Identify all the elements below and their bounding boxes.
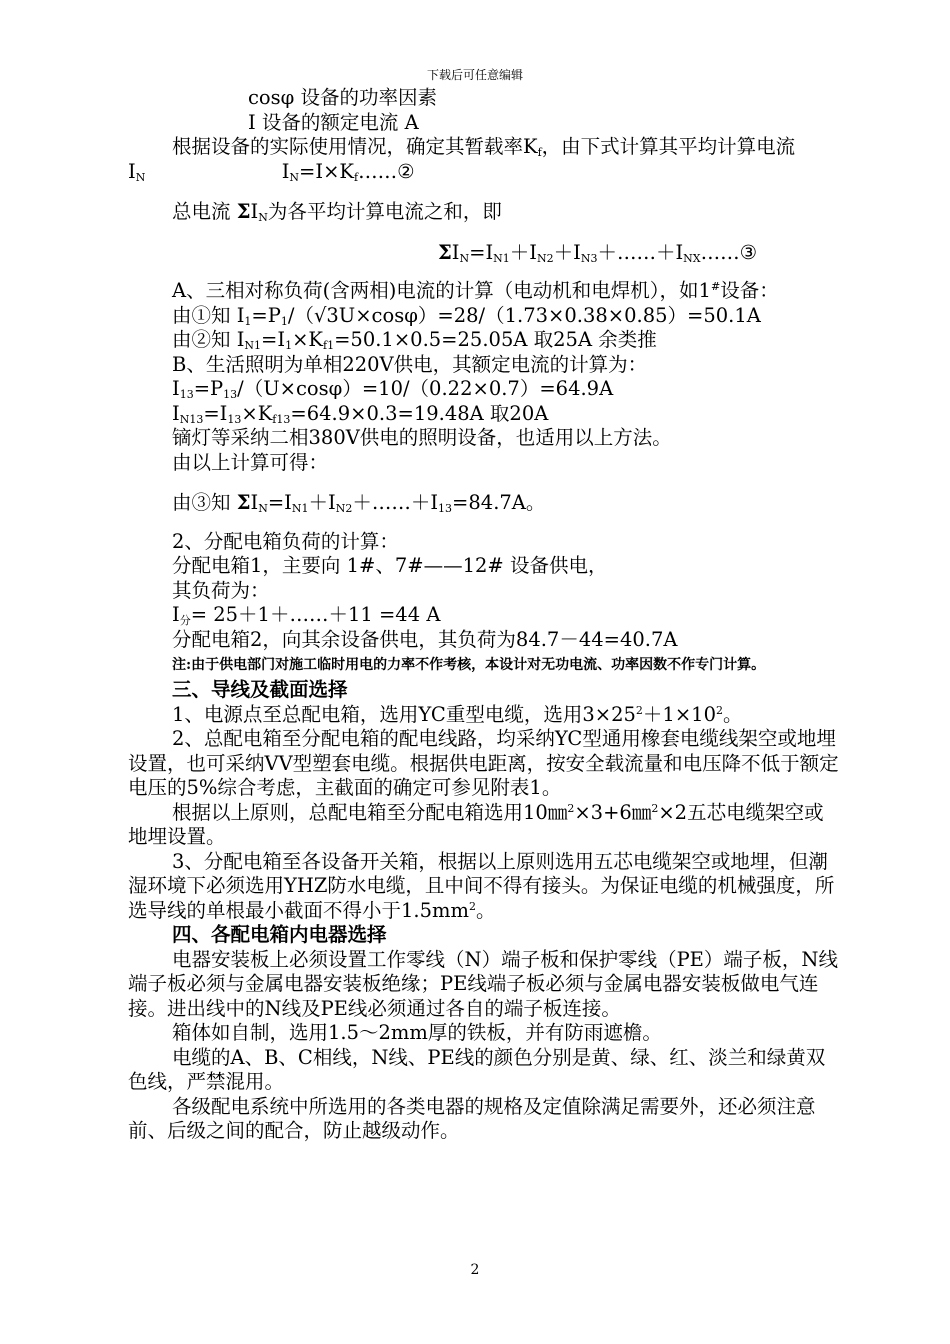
paragraph: 电缆的A、B、C相线，N线、PE线的颜色分别是黄、绿、红、淡兰和绿黄双色线，严禁混用。: [128, 1045, 826, 1093]
note-text: 注:由于供电部门对施工临时用电的力率不作考核，本设计对无功电流、功率因数不作专门计算。: [172, 657, 766, 673]
formula-line: 由③知 $\Sigma I_N=I_{N1}+I_{N2}+\dots\dots+I_{13}=84.7A$。: [172, 491, 546, 515]
text-line: B、生活照明为单相220V供电，其额定电流的计算为：: [172, 352, 648, 376]
section-heading: 四、各配电箱内电器选择: [172, 923, 387, 946]
formula-line: 由②知 $I_{N1}=I_1\times K_{f1}=50.1\times 0.5=25.05A$ 取25A 余类推: [172, 328, 657, 352]
paragraph: 2、总配电箱至分配电箱的配电线路，均采纳YC型通用橡套电缆线架空或地埋设置，也可采纳VV型塑套电缆。根据供电距离，按安全载流量和电压降不低于额定电压的5%综合考虑，主截面的确定可参见附表1。: [128, 727, 839, 799]
page-header: 下载后可任意编辑: [426, 68, 523, 82]
formula-line: $I_{N13}=I_{13}\times K_{f13}=64.9\times 0.3=19.48A$ 取20A: [172, 401, 549, 426]
section-heading: 三、导线及截面选择: [172, 678, 348, 701]
document-body: [128, 86, 842, 1144]
formula-line: $I_分=$ 25＋1＋……＋11 =44 A: [172, 603, 441, 627]
text-line: I 设备的额定电流 A: [248, 110, 419, 134]
formula-line: 由①知 $I_1=P_1/(√3U\times\cos\varphi)=28/(1.73\times 0.38\times 0.85)=50.1A$: [172, 303, 761, 328]
paragraph: 各级配电系统中所选用的各类电器的规格及定值除满足需要外，还必须注意前、后级之间的配合，防止越级动作。: [128, 1094, 816, 1142]
paragraph: 3、分配电箱至各设备开关箱，根据以上原则选用五芯电缆架空或地埋，但潮湿环境下必须选用YHZ防水电缆，且中间不得有接头。为保证电缆的机械强度，所选导线的单根最小截面不得小于$1.5mm^2$。: [128, 849, 835, 922]
paragraph: 箱体如自制，选用1.5～2mm厚的铁板，并有防雨遮檐。: [172, 1021, 662, 1044]
formula-line: $\Sigma I_N=I_{N1}+I_{N2}+I_{N3}+\dots\dots+I_{NX}\dots\dots ③$: [438, 240, 758, 265]
paragraph: 1、电源点至总配电箱，选用YC重型电缆，选用$3\times 25^2+1\times 10^2$。: [172, 702, 743, 726]
paragraph: A、三相对称负荷(含两相)电流的计算（电动机和电焊机），如1#设备：: [172, 279, 779, 302]
page-number: 2: [470, 1262, 480, 1278]
text-line: 由以上计算可得：: [172, 450, 329, 474]
text-line: 镝灯等采纳二相380V供电的照明设备，也适用以上方法。: [172, 426, 672, 449]
text-line: 其负荷为：: [172, 578, 270, 602]
text-line: 总电流 $\Sigma I_N$为各平均计算电流之和，即: [172, 200, 502, 224]
formula-line: $I_{13}=P_{13}/(U\times\cos\varphi)=10/(0.22\times 0.7)=64.9A$: [172, 377, 614, 401]
paragraph: 根据设备的实际使用情况，确定其暂载率$K_f$，由下式计算其平均计算电流$I_N$ $I_N=I\times K_f\dots\dots ②$: [128, 135, 796, 184]
text-line: 分配电箱2，向其余设备供电，其负荷为84.7－44=40.7A: [172, 627, 678, 651]
paragraph: 根据以上原则，总配电箱至分配电箱选用10㎜$^2$×3+6㎜$^2$×2五芯电缆架空或地埋设置。: [128, 800, 824, 848]
text-line: cosφ 设备的功率因素: [248, 86, 438, 109]
text-line: 2、分配电箱负荷的计算：: [172, 529, 399, 553]
paragraph: 电器安装板上必须设置工作零线（N）端子板和保护零线（PE）端子板，N线端子板必须与金属电器安装板绝缘；PE线端子板必须与金属电器安装板做电气连接。进出线中的N线及PE线必须通过各自的端子板连接。: [128, 947, 838, 1020]
text-line: 分配电箱1，主要向 1#、7#——12# 设备供电，: [172, 554, 608, 577]
